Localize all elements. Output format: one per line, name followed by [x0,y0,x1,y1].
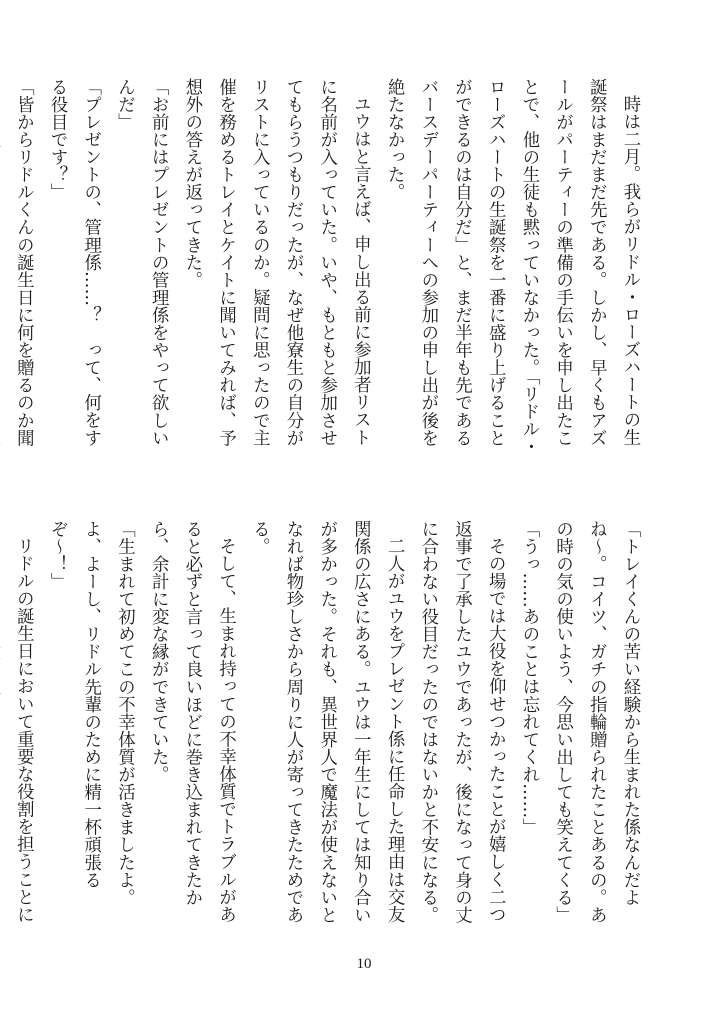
text-block-lower [13,520,646,936]
paragraph: リドルの誕生日において重要な役割を担うことに [13,537,34,924]
text-block-upper [13,78,646,458]
dialogue-line: 「生まれて初めてこの不幸体質が活きましたよ。よ、よーし、リドル先輩のために精一杯頑張るぞ〜！」 [47,520,135,907]
paragraph: ユウはと言えば、申し出る前に参加者リストに名前が入っていた。いや、もともと参加させてもらうつもりだったが、なぜ他寮生の自分がリストに入っているのか。疑問に思ったので主催を務めるトレイとケイトに聞いてみれば、予想外の答えが返ってきた。 [181,78,371,447]
dialogue-line: 「プレゼントの、管理係……？ って、何をする役目です？」 [47,78,101,447]
paragraph: そして、生まれ持っての不幸体質でトラブルがあると必ずと言って良いほどに巻き込まれてきたから、余計に変な縁ができていた。 [148,520,236,924]
paragraph: 二人がユウをプレゼント係に任命した理由は交友関係の広さにある。ユウは一年生にしては知り合いが多かった。それも、異世界人で魔法が使えないとなれば物珍しさから周りに人が寄ってきたためである。 [249,520,405,924]
dialogue-line: 「トレイくんの苦い経験から生まれた係なんだよね〜。コイツ、ガチの指輪贈られたことあるの。あの時の気の使いよう、今思い出しても笑えてくる」 [552,520,640,924]
paragraph: 時は二月。我らがリドル・ローズハートの生誕祭はまだまだ先である。しかし、早くもアズールがパーティーの準備の手伝いを申し出たことで、他の生徒も黙っていなかった。「リドル・ローズハートの生誕祭を一番に盛り上げることができるのは自分だ」と、まだ半年も先であるバースデーパーティーへの参加の申し出が後を絶たなかった。 [384,78,640,456]
dialogue-line: 「うっ……あのことは忘れてくれ……」 [518,520,539,836]
dialogue-line: 「お前にはプレゼントの管理係をやって欲しいんだ」 [114,78,169,447]
paragraph: その場では大役を仰せつかったことが嬉しく二つ返事で了承したユウであったが、後になって身の丈に合わない役目だったのではないかと不安になる。 [417,520,506,924]
dialogue-line: 「皆からリドルくんの誕生日に何を贈るのか聞 [13,78,34,447]
page-number: 10 [356,956,372,972]
